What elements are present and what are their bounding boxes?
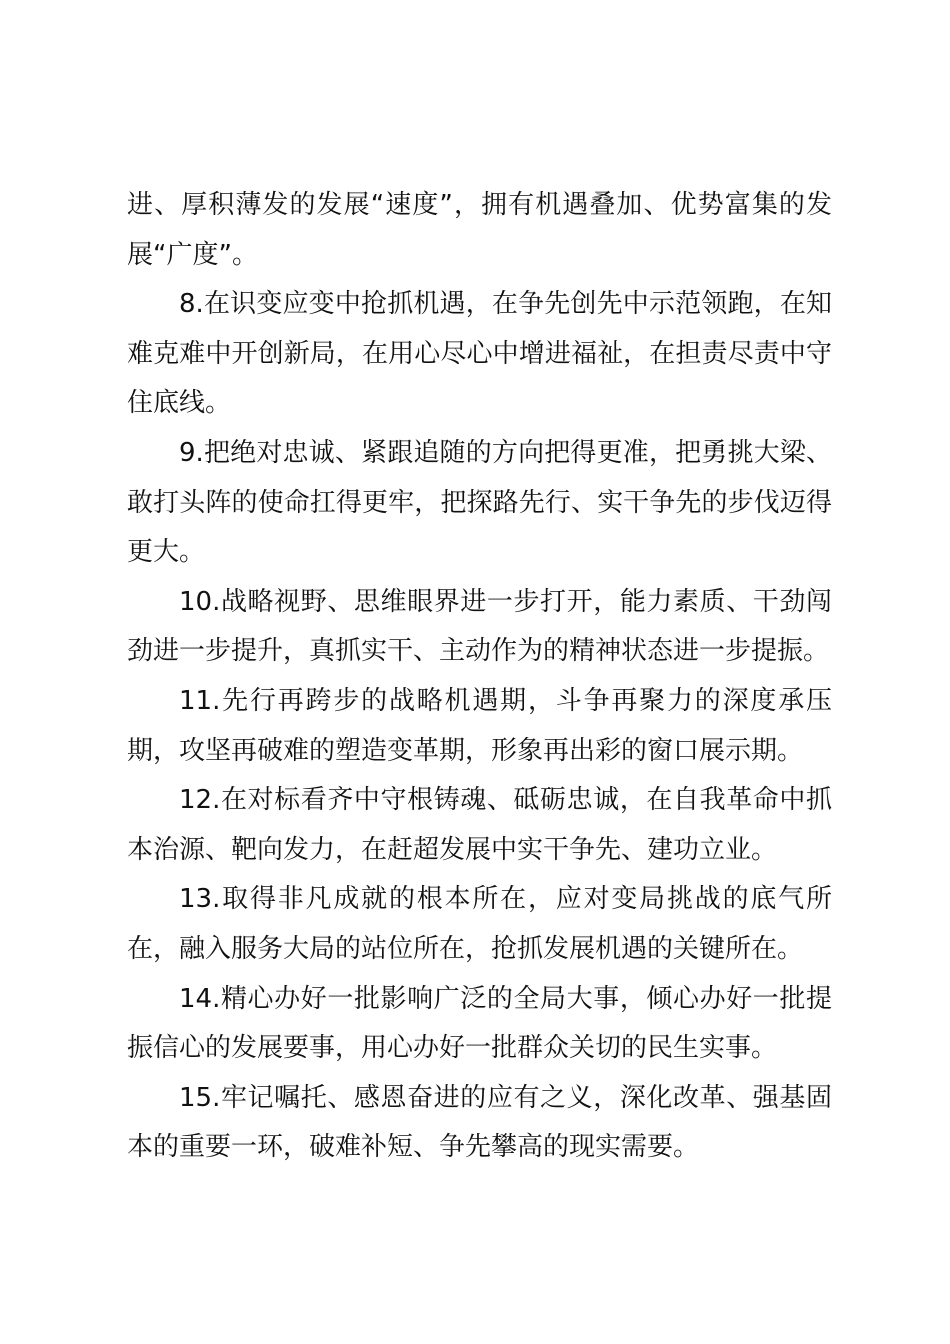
paragraph-item-11: 11.先行再跨步的战略机遇期，斗争再聚力的深度承压期，攻坚再破难的塑造变革期，形象再出彩的窗口展示期。 (127, 685, 832, 766)
paragraph-item-14: 14.精心办好一批影响广泛的全局大事，倾心办好一批提振信心的发展要事，用心办好一批群众关切的民生实事。 (127, 983, 832, 1064)
document-body (127, 181, 832, 1173)
paragraph-item-15: 15.牢记嘱托、感恩奋进的应有之义，深化改革、强基固本的重要一环，破难补短、争先攀高的现实需要。 (127, 1082, 832, 1163)
paragraph-item-8: 8.在识变应变中抢抓机遇，在争先创先中示范领跑，在知难克难中开创新局，在用心尽心中增进福祉，在担责尽责中守住底线。 (127, 289, 832, 419)
paragraph-continued: 进、厚积薄发的发展“速度”，拥有机遇叠加、优势富集的发展“广度”。 (127, 190, 832, 270)
paragraph-item-12: 12.在对标看齐中守根铸魂、砥砺忠诚，在自我革命中抓本治源、靶向发力，在赶超发展中实干争先、建功立业。 (127, 785, 832, 865)
paragraph-item-10: 10.战略视野、思维眼界进一步打开，能力素质、干劲闯劲进一步提升，真抓实干、主动作为的精神状态进一步提振。 (127, 586, 832, 667)
paragraph-item-13: 13.取得非凡成就的根本所在，应对变局挑战的底气所在，融入服务大局的站位所在，抢抓发展机遇的关键所在。 (127, 884, 832, 964)
paragraph-item-9: 9.把绝对忠诚、紧跟追随的方向把得更准，把勇挑大梁、敢打头阵的使命扛得更牢，把探路先行、实干争先的步伐迈得更大。 (127, 437, 832, 568)
